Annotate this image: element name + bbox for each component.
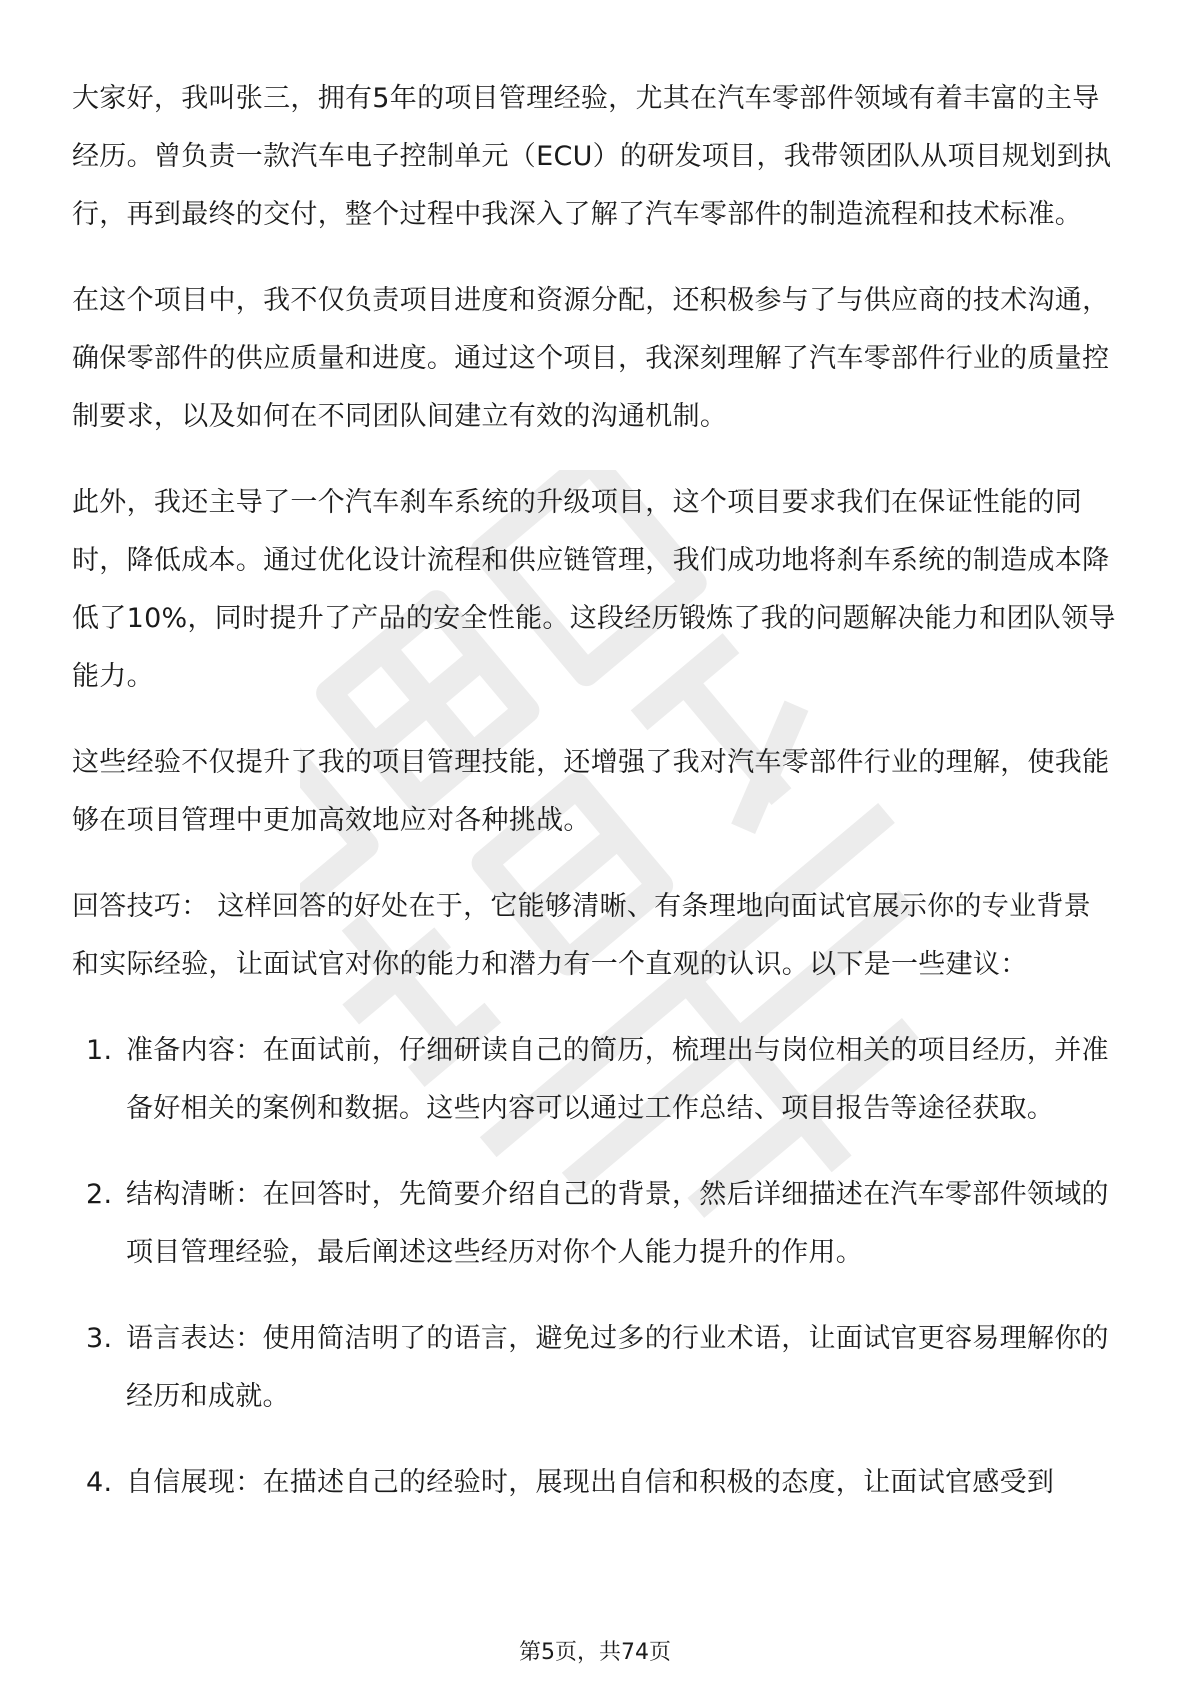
paragraph-answer-tips: 回答技巧： 这样回答的好处在于，它能够清晰、有条理地向面试官展示你的专业背景和实际经验，让面试官对你的能力和潜力有一个直观的认识。以下是一些建议： xyxy=(72,891,1091,980)
tips-list xyxy=(72,1022,1118,1512)
page-number-footer: 第5页，共74页 xyxy=(519,1640,671,1665)
tip-item xyxy=(72,1454,1118,1512)
tip-number: 2. xyxy=(86,1179,113,1210)
tip-number: 3. xyxy=(86,1323,113,1354)
document-body xyxy=(72,70,1118,1540)
paragraph-brake-project: 此外，我还主导了一个汽车刹车系统的升级项目，这个项目要求我们在保证性能的同时，降低成本。通过优化设计流程和供应链管理，我们成功地将刹车系统的制造成本降低了10%，同时提升了产品的安全性能。这段经历锻炼了我的问题解决能力和团队领导能力。 xyxy=(72,487,1116,692)
tip-text: 自信展现：在描述自己的经验时，展现出自信和积极的态度，让面试官感受到 xyxy=(126,1467,1055,1498)
tip-text: 语言表达：使用简洁明了的语言，避免过多的行业术语，让面试官更容易理解你的经历和成就。 xyxy=(126,1323,1109,1412)
tip-text: 准备内容：在面试前，仔细研读自己的简历，梳理出与岗位相关的项目经历，并准备好相关的案例和数据。这些内容可以通过工作总结、项目报告等途径获取。 xyxy=(126,1035,1109,1124)
tip-text: 结构清晰：在回答时，先简要介绍自己的背景，然后详细描述在汽车零部件领域的项目管理经验，最后阐述这些经历对你个人能力提升的作用。 xyxy=(126,1179,1109,1268)
tip-item xyxy=(72,1022,1118,1138)
tip-item xyxy=(72,1166,1118,1282)
tip-item xyxy=(72,1310,1118,1426)
tip-number: 4. xyxy=(86,1467,113,1498)
tip-number: 1. xyxy=(86,1035,113,1066)
paragraph-summary: 这些经验不仅提升了我的项目管理技能，还增强了我对汽车零部件行业的理解，使我能够在项目管理中更加高效地应对各种挑战。 xyxy=(72,747,1110,836)
paragraph-intro: 大家好，我叫张三，拥有5年的项目管理经验，尤其在汽车零部件领域有着丰富的主导经历。曾负责一款汽车电子控制单元（ECU）的研发项目，我带领团队从项目规划到执行，再到最终的交付，整个过程中我深入了解了汽车零部件的制造流程和技术标准。 xyxy=(72,83,1112,230)
paragraph-project-communication: 在这个项目中，我不仅负责项目进度和资源分配，还积极参与了与供应商的技术沟通，确保零部件的供应质量和进度。通过这个项目，我深刻理解了汽车零部件行业的质量控制要求，以及如何在不同团队间建立有效的沟通机制。 xyxy=(72,285,1110,432)
